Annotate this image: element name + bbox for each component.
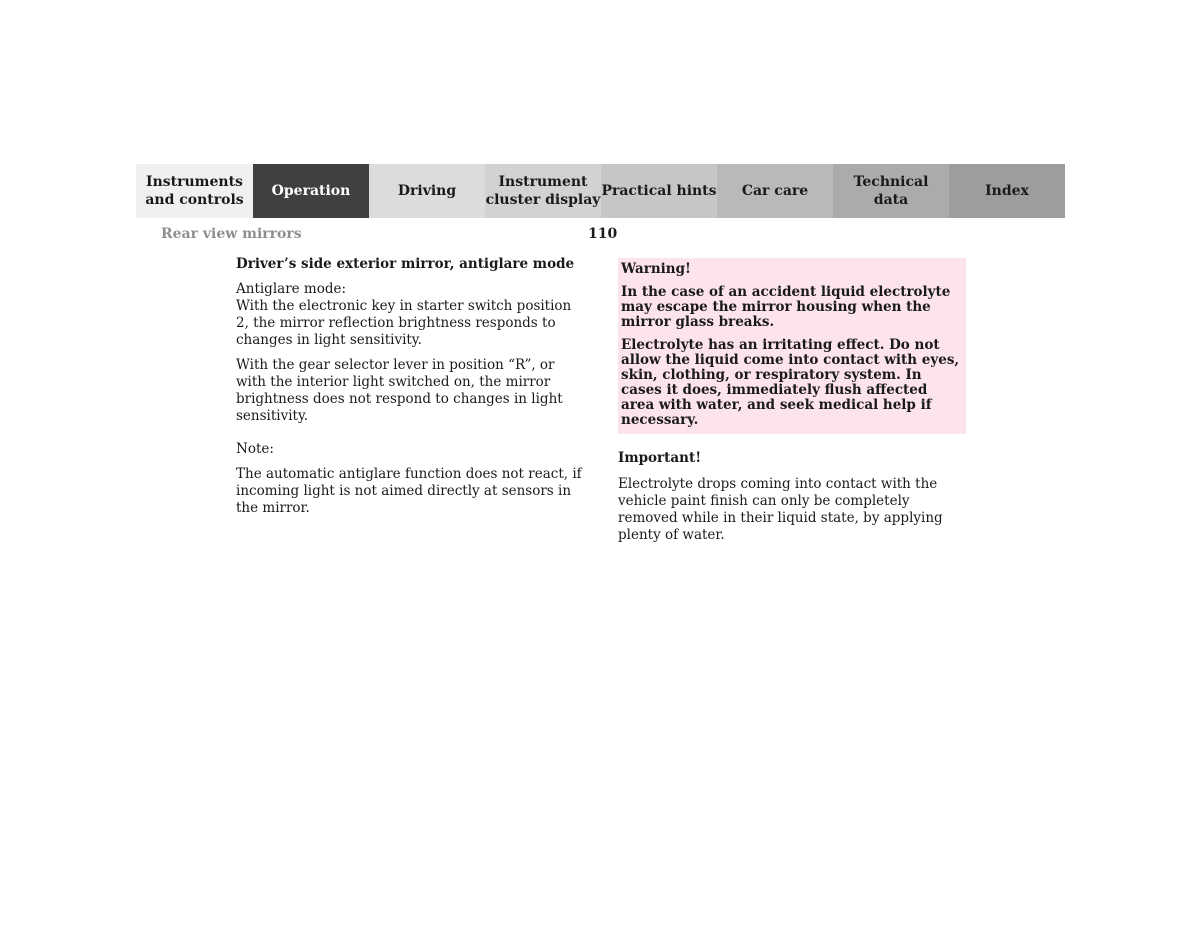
section-nav [136,164,1065,218]
tab-instrument-cluster-display[interactable]: Instrument cluster display [485,164,601,218]
subsection-heading: Driver’s side exterior mirror, antiglare mode [236,256,575,272]
warning-paragraph-1: In the case of an accident liquid electrolyte may escape the mirror housing when the mirror glass breaks. [621,284,951,330]
tab-driving[interactable]: Driving [369,164,485,218]
page-number: 110 [588,226,618,242]
warning-title: Warning! [621,261,691,277]
antiglare-block [236,281,586,349]
left-column [236,256,586,525]
warning-box [618,258,966,434]
tab-instruments-and-controls[interactable]: Instruments and controls [136,164,253,218]
tab-technical-data[interactable]: Technical data [833,164,949,218]
warning-paragraph-2: Electrolyte has an irritating effect. Do not allow the liquid come into contact with eyes, skin, clothing, or respiratory system. In cases it does, immediately flush affected area with water, and seek medical help if necessary. [621,337,960,428]
section-title: Rear view mirrors [161,226,302,242]
right-column [618,258,966,544]
important-text: Electrolyte drops coming into contact with the vehicle paint finish can only be completely removed while in their liquid state, by applying plenty of water. [618,476,943,543]
tab-car-care[interactable]: Car care [717,164,833,218]
tab-operation[interactable]: Operation [253,164,369,218]
important-heading: Important! [618,450,702,466]
antiglare-paragraph-1: With the electronic key in starter switch position 2, the mirror reflection brightness responds to changes in light sensitivity. [236,298,572,348]
note-text: The automatic antiglare function does not react, if incoming light is not aimed directly at sensors in the mirror. [236,466,582,516]
antiglare-paragraph-2: With the gear selector lever in position “R”, or with the interior light switched on, the mirror brightness does not respond to changes in light sensitivity. [236,357,563,424]
note-label: Note: [236,441,274,457]
tab-index[interactable]: Index [949,164,1065,218]
tab-practical-hints[interactable]: Practical hints [601,164,717,218]
antiglare-label: Antiglare mode: [236,281,347,297]
